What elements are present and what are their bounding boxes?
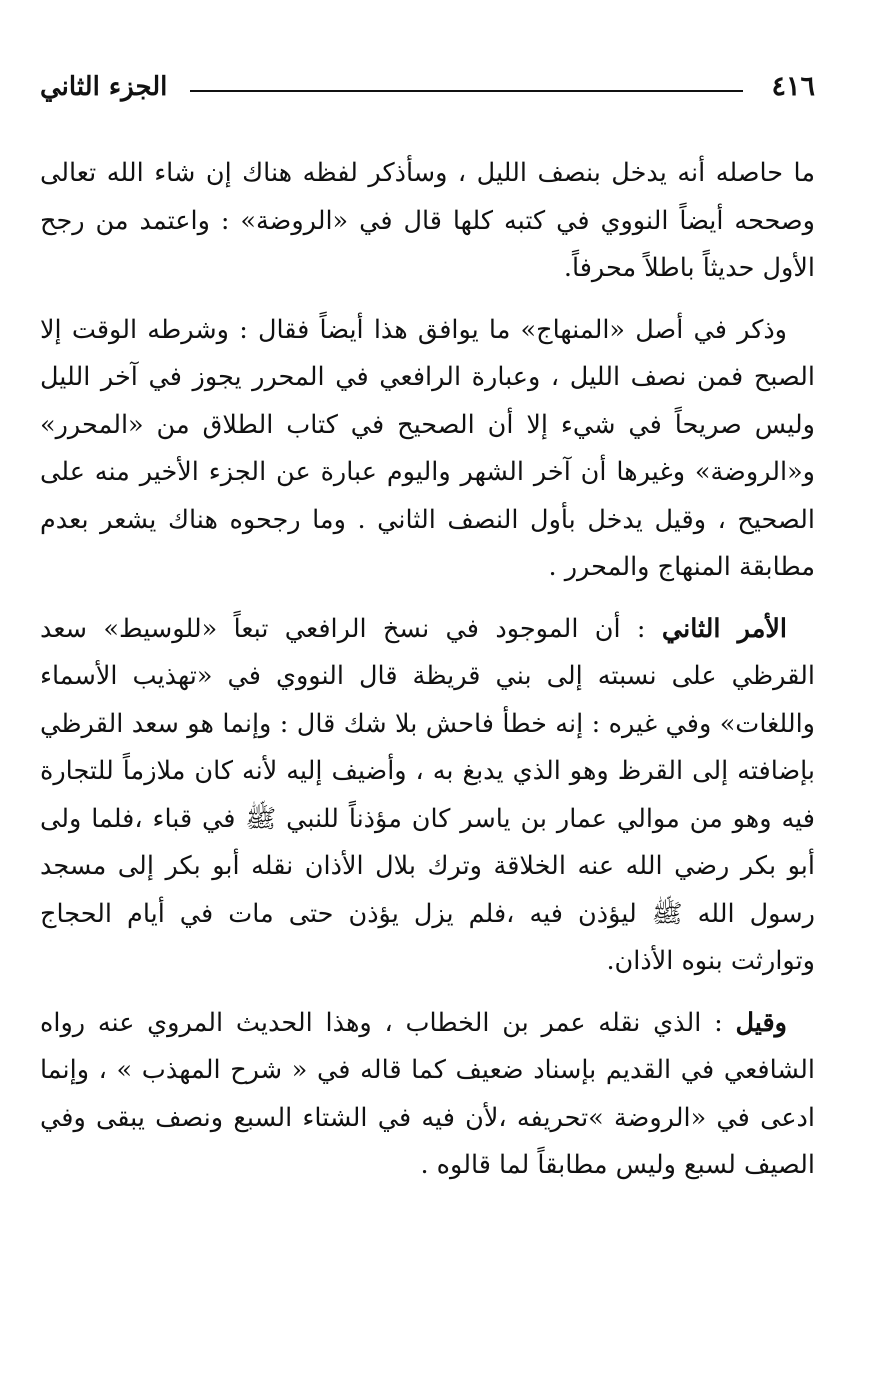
paragraph-text: وذكر في أصل «المنهاج» ما يوافق هذا أيضاً فقال : وشرطه الوقت إلا الصبح فمن نصف الليل ، وعبارة الرافعي في المحرر يجوز في آخر الليل وليس صريحاً في شيء إلا أن الصحيح في كتاب الطلاق من «المحرر» و«الروضة» وغيرها أن آخر الشهر واليوم عبارة عن الجزء الأخير منه على الصحيح ، وقيل يدخل بأول النصف الثاني . وما رجحوه هناك يشعر بعدم مطابقة المنهاج والمحرر . (40, 314, 815, 582)
paragraph (40, 606, 815, 986)
book-page (40, 66, 815, 1356)
paragraph-lead: الأمر الثاني (661, 613, 787, 644)
paragraph (40, 150, 815, 293)
header-rule (190, 90, 743, 92)
page-header (40, 66, 815, 122)
body-text (40, 150, 815, 1190)
paragraph-text: : أن الموجود في نسخ الرافعي تبعاً «للوسيط» سعد القرظي على نسبته إلى بني قريظة قال النووي في «تهذيب الأسماء واللغات» وفي غيره : إنه خطأ فاحش بلا شك قال : وإنما هو سعد القرظي بإضافته إلى القرظ وهو الذي يدبغ به ، وأضيف إليه لأنه كان ملازماً للتجارة فيه وهو من موالي عمار بن ياسر كان مؤذناً للنبي ﷺ في قباء ،فلما ولى أبو بكر رضي الله عنه الخلاقة وترك بلال الأذان نقله أبو بكر إلى مسجد رسول الله ﷺ ليؤذن فيه ،فلم يزل يؤذن حتى مات في أيام الحجاج وتوارثت بنوه الأذان. (40, 613, 815, 976)
paragraph-text: ما حاصله أنه يدخل بنصف الليل ، وسأذكر لفظه هناك إن شاء الله تعالى وصححه أيضاً النووي في كتبه كلها قال في «الروضة» : واعتمد من رجح الأول حديثاً باطلاً محرفاً. (40, 158, 815, 283)
running-title: الجزء الثاني (40, 72, 168, 102)
page-number: ٤١٦ (771, 71, 815, 102)
paragraph (40, 307, 815, 592)
paragraph (40, 1000, 815, 1190)
paragraph-lead: وقيل (735, 1007, 787, 1038)
paragraph-text: : الذي نقله عمر بن الخطاب ، وهذا الحديث المروي عنه رواه الشافعي في القديم بإسناد ضعيف كما قاله في « شرح المهذب » ، وإنما ادعى في «الروضة »تحريفه ،لأن فيه في الشتاء السبع ونصف يبقى وفي الصيف لسبع وليس مطابقاً لما قالوه . (40, 1007, 815, 1180)
